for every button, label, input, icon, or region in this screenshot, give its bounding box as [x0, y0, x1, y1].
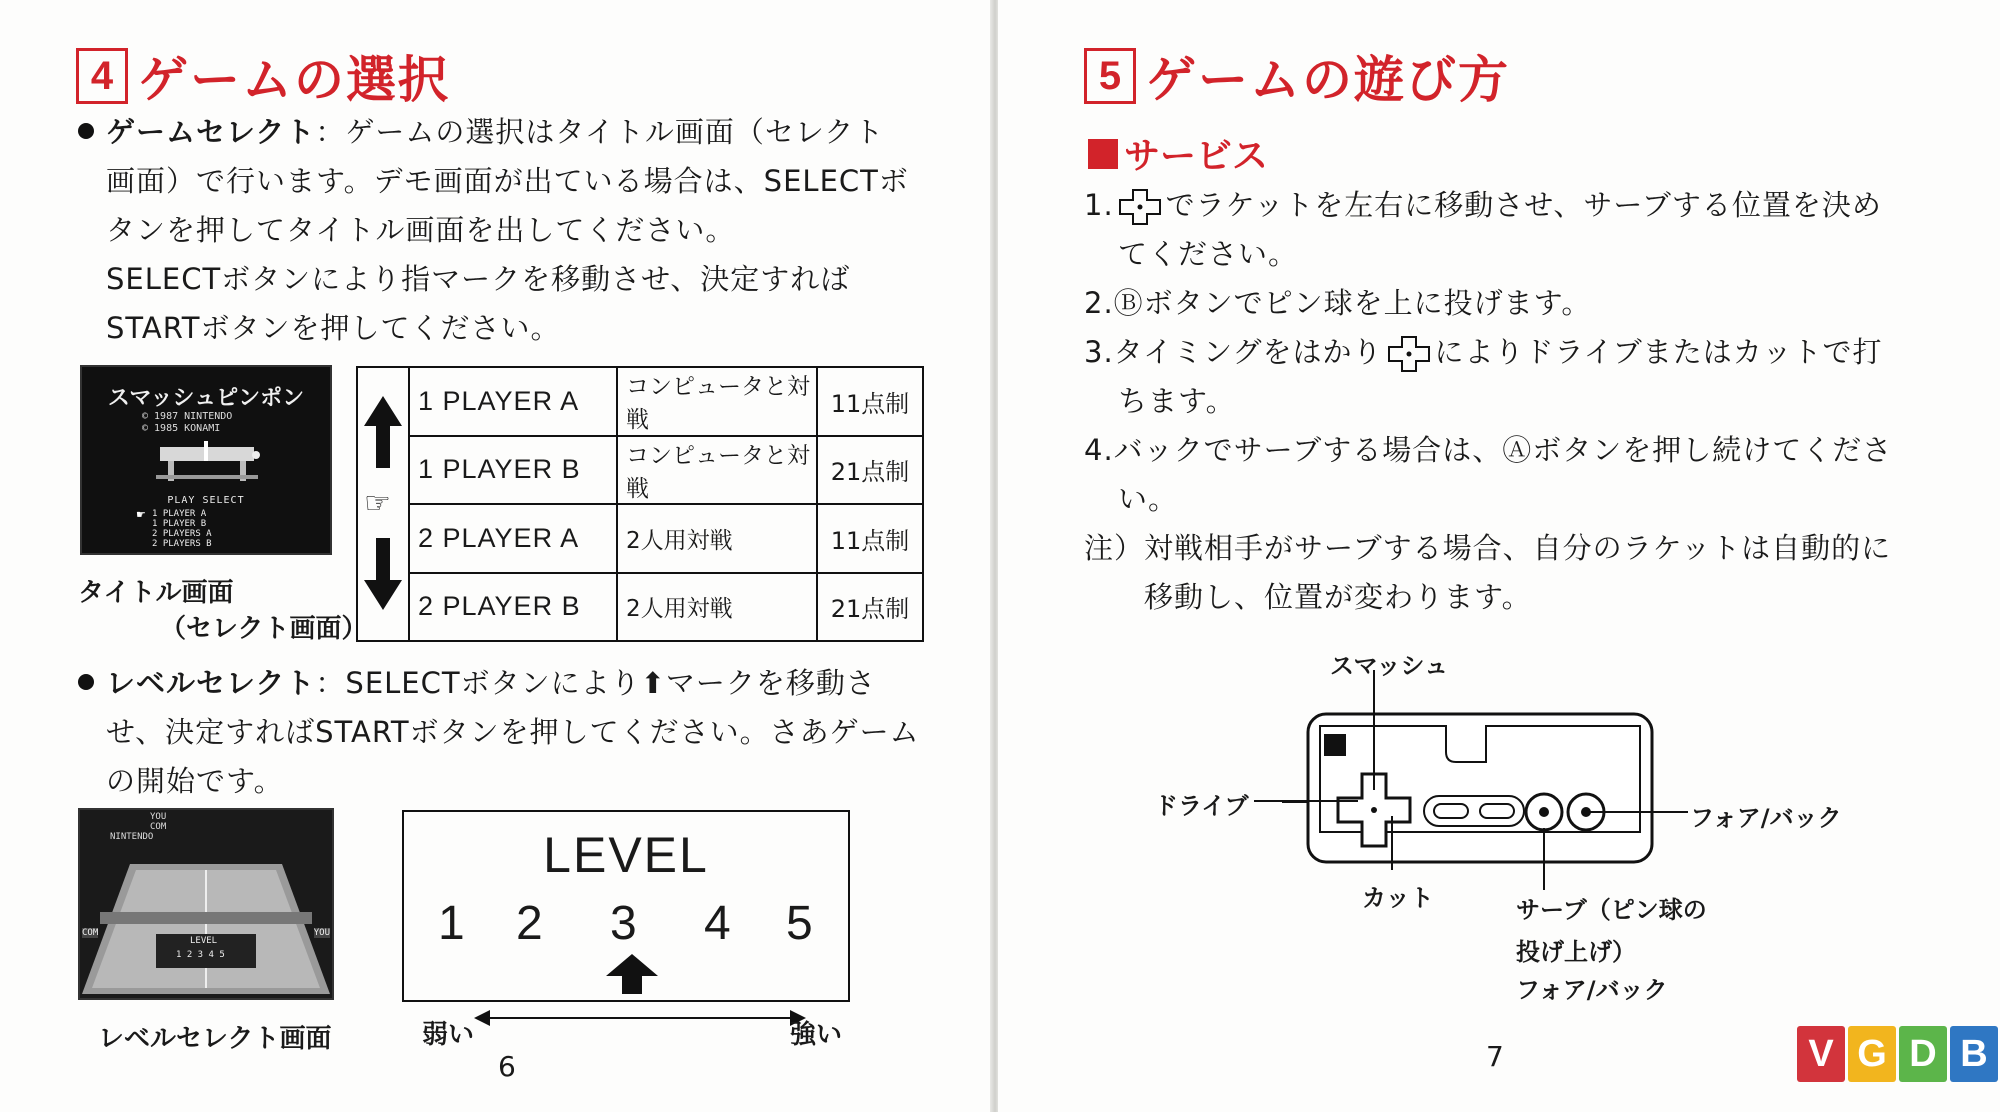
section-number: 4: [76, 48, 128, 104]
points-cell: 11点制: [830, 389, 910, 418]
section-number: 5: [1084, 48, 1136, 104]
menu-header: PLAY SELECT: [167, 495, 245, 506]
difficulty-range-arrow-icon: [474, 1008, 806, 1028]
step-continuation: ちます。: [1118, 384, 1236, 418]
cut-label: カット: [1362, 884, 1434, 912]
step-number: 4.: [1084, 433, 1114, 467]
note-line: 移動し、位置が変わります。: [1144, 580, 1532, 614]
level-select-line: ：SELECTボタンにより⬆マークを移動さ: [315, 666, 876, 700]
game-select-paragraph: [78, 108, 978, 353]
side-label-com: COM: [82, 928, 99, 938]
weak-label: 弱い: [422, 1020, 475, 1050]
ping-pong-table-icon: [152, 439, 262, 485]
level-diagram: [402, 810, 850, 1002]
credit-line: © 1985 KONAMI: [142, 423, 221, 434]
watermark-letter: G: [1848, 1026, 1896, 1082]
level-number: 3: [610, 897, 637, 950]
menu-item: 1 PLAYER B: [152, 519, 207, 529]
serve-label: 投げ上げ）: [1516, 938, 1636, 966]
points-cell: 21点制: [830, 458, 910, 487]
strong-label: 強い: [790, 1020, 843, 1050]
step-text: によりドライブまたはカットで打: [1434, 335, 1883, 369]
smash-label: スマッシュ: [1330, 652, 1449, 680]
level-number: 5: [786, 897, 813, 950]
level-select-lead: レベルセレクト: [106, 666, 316, 700]
points-cell: 21点制: [830, 595, 910, 624]
service-title: サービス: [1124, 136, 1269, 177]
menu-list: [152, 509, 212, 549]
screen-top-label: NINTENDO: [110, 832, 154, 842]
game-select-line: 画面）で行います。デモ画面が出ている場合は、SELECTボ: [106, 164, 909, 198]
screen-top-label: COM: [150, 822, 167, 832]
section-heading-4: [76, 40, 450, 112]
table-row: [410, 437, 922, 506]
left-page: [0, 0, 992, 1112]
step-number: 2.: [1084, 286, 1114, 320]
controller-leader-lines: [998, 0, 1998, 1112]
section-title: ゲームの遊び方: [1146, 51, 1510, 109]
game-select-line: ：ゲームの選択はタイトル画面（セレクト: [315, 115, 885, 149]
step-text: バックでサーブする場合は、Ⓐボタンを押し続けてくださ: [1113, 433, 1893, 467]
step-number: 1.: [1084, 188, 1114, 222]
level-select-paragraph: [78, 659, 978, 806]
level-select-screen-image: [78, 808, 334, 1000]
bullet-icon: [78, 674, 94, 690]
level-select-line: せ、決定すればSTARTボタンを押してください。さあゲーム: [106, 715, 920, 749]
menu-item: 2 PLAYERS B: [152, 539, 212, 549]
serve-label: サーブ（ピン球の: [1516, 896, 1707, 924]
level-board-label: LEVEL: [190, 936, 218, 946]
title-screen-caption: タイトル画面: [78, 578, 234, 608]
opponent-cell: コンピュータと対戦: [618, 437, 818, 504]
level-screen-caption: レベルセレクト画面: [98, 1024, 332, 1054]
finger-cursor-icon: ☛: [136, 508, 146, 521]
opponent-cell: 2人用対戦: [618, 574, 818, 641]
credit-line: © 1987 NINTENDO: [142, 411, 233, 422]
step-continuation: てください。: [1118, 237, 1299, 271]
menu-item: 2 PLAYERS A: [152, 529, 212, 539]
ping-pong-table-icon: [80, 844, 332, 998]
level-number: 2: [516, 897, 543, 950]
step-number: 3.: [1084, 335, 1114, 369]
finger-pointer-icon: ☞: [364, 486, 391, 521]
level-title: LEVEL: [543, 827, 709, 883]
table-row: [410, 574, 922, 641]
watermark-letter: V: [1797, 1026, 1845, 1082]
page-number: 6: [498, 1050, 516, 1083]
note-line: 対戦相手がサーブする場合、自分のラケットは自動的に: [1144, 531, 1892, 565]
mode-cell: 1 PLAYER B: [410, 437, 618, 504]
drive-label: ドライブ: [1154, 792, 1249, 820]
mode-cell: 1 PLAYER A: [410, 368, 618, 435]
step-continuation: い。: [1118, 482, 1179, 516]
game-select-lead: ゲームセレクト: [106, 115, 316, 149]
watermark-letter: B: [1950, 1026, 1998, 1082]
vgdb-watermark: [1797, 1026, 1998, 1082]
points-cell: 11点制: [830, 526, 910, 555]
bullet-icon: [78, 123, 94, 139]
serve-label: フォア/バック: [1516, 976, 1668, 1004]
note-prefix: 注）: [1084, 531, 1145, 565]
step-text: でラケットを左右に移動させ、サーブする位置を決め: [1165, 188, 1882, 222]
game-select-line: STARTボタンを押してください。: [106, 311, 561, 345]
arrow-column: [358, 368, 410, 640]
screen-top-label: YOU: [150, 812, 167, 822]
arrow-up-icon: [364, 396, 402, 468]
section-title: ゲームの選択: [138, 51, 450, 109]
step-text: Ⓑボタンでピン球を上に投げます。: [1113, 286, 1592, 320]
page-number: 7: [1486, 1040, 1504, 1073]
level-number: 1: [438, 897, 465, 950]
game-select-line: SELECTボタンにより指マークを移動させ、決定すれば: [106, 262, 851, 296]
arrow-down-icon: [364, 538, 402, 610]
level-board-values: 1 2 3 4 5: [176, 950, 225, 960]
mode-cell: 2 PLAYER B: [410, 574, 618, 641]
table-row: [410, 505, 922, 574]
level-number: 4: [704, 897, 731, 950]
game-select-line: タンを押してタイトル画面を出してください。: [106, 213, 736, 247]
menu-item: 1 PLAYER A: [152, 509, 207, 519]
level-cursor-arrow-icon: [606, 954, 658, 994]
mode-cell: 2 PLAYER A: [410, 505, 618, 572]
fore-back-label: フォア/バック: [1690, 804, 1842, 832]
table-body: [410, 368, 922, 640]
level-select-line: の開始です。: [106, 764, 284, 798]
mode-table: [356, 366, 924, 642]
side-label-you: YOU: [313, 928, 330, 938]
table-row: [410, 368, 922, 437]
opponent-cell: 2人用対戦: [618, 505, 818, 572]
opponent-cell: コンピュータと対戦: [618, 368, 818, 435]
title-screen-caption: （セレクト画面）: [160, 614, 368, 644]
step-text: タイミングをはかり: [1113, 335, 1383, 369]
right-page: [998, 0, 2000, 1112]
game-title-logo: スマッシュピンポン: [107, 386, 305, 411]
title-screen-image: [80, 365, 332, 555]
watermark-letter: D: [1899, 1026, 1947, 1082]
